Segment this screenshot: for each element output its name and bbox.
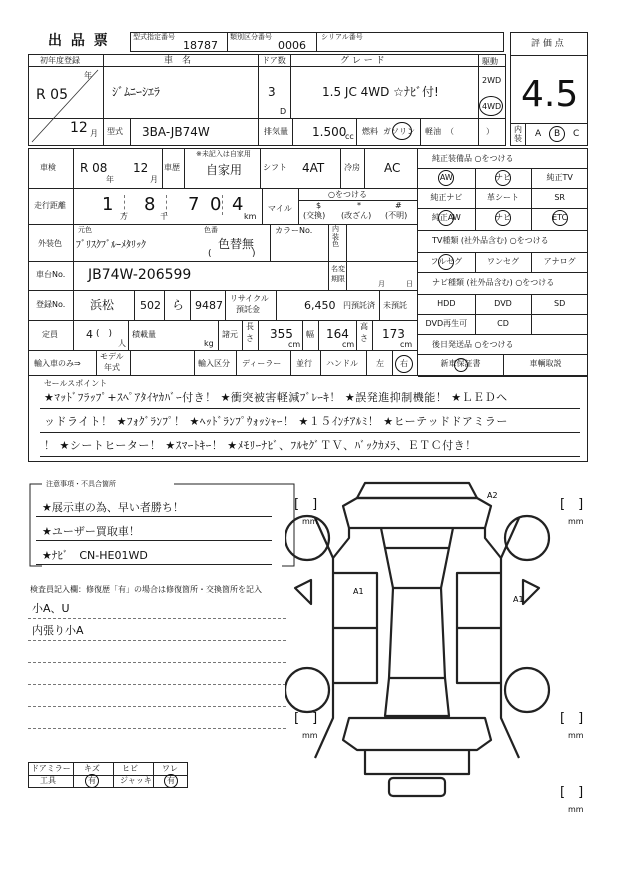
equipment-col-line xyxy=(475,188,476,208)
damage-label-a1-right: A1 xyxy=(513,595,524,604)
score-box xyxy=(510,32,588,146)
equipment-item: 車輌取説 xyxy=(529,359,562,368)
doors-label: ドア数 xyxy=(262,56,286,65)
color-no-label: カラーNo. xyxy=(275,226,313,235)
fuel-gasoline: ガソリン xyxy=(383,127,415,136)
form-title: 出 品 票 xyxy=(48,33,110,49)
load-unit: kg xyxy=(204,339,214,348)
tire-depth-bracket: [ ] xyxy=(560,711,584,726)
equipment-col-line xyxy=(531,252,532,272)
diagram-windshield xyxy=(381,528,453,548)
diagram-spare-tire xyxy=(389,778,445,796)
diagram-wheel-rear-left xyxy=(285,668,329,712)
first-reg-label: 初年度登録 xyxy=(40,56,80,65)
note-line: ★ユーザー買取車！ xyxy=(42,525,140,538)
legend-jack: ジャッキ xyxy=(120,776,152,785)
equipment-item: AW xyxy=(439,173,453,182)
mileage-man-unit: 万 xyxy=(120,212,128,221)
diagram-mirror-left xyxy=(295,580,311,604)
note-underline xyxy=(36,564,272,565)
chassis-label: 車台No. xyxy=(36,270,66,279)
handle-right: 右 xyxy=(400,359,408,368)
recycle-label-1: リサイクル xyxy=(230,294,269,303)
inspection-label: 車検 xyxy=(40,163,56,172)
inspection-era: R 08 xyxy=(80,161,108,175)
legend-jack-status: 有 xyxy=(167,776,175,785)
grade-value: 1.5 JC 4WD ☆ﾅﾋﾞ付! xyxy=(322,85,439,99)
legend-doormirror: ドアミラー xyxy=(31,764,71,773)
repaint-status: 色替無 xyxy=(218,237,255,251)
later-item-circle xyxy=(454,358,468,372)
equipment-item: 純正ナビ xyxy=(430,193,463,202)
sales-point-line: ★ﾏｯﾄﾞﾌﾗｯﾌﾟ+ｽﾍﾟｱﾀｲﾔｶﾊﾞｰ付き！ ★衝突被害軽減ﾌﾞﾚｰｷ！ ★誤発進抑制機能！ ★ＬＥＤヘ xyxy=(44,391,508,404)
equipment-row-line xyxy=(418,272,588,273)
sales-underline xyxy=(40,432,580,433)
equipment-col-line xyxy=(531,314,532,334)
class-cell xyxy=(227,32,317,52)
fuel-other: （ ） xyxy=(446,127,494,136)
tire-depth-unit: mm xyxy=(568,805,584,814)
equipment-row-line xyxy=(418,168,588,169)
mileage-mile: マイル xyxy=(268,204,292,213)
equipment-row-line xyxy=(418,188,588,189)
grade-label: グ レ ー ド xyxy=(340,56,385,66)
equipment-item: CD xyxy=(497,319,509,328)
diagram-roof xyxy=(385,548,449,588)
aircon-label: 冷房 xyxy=(344,163,360,172)
car-name: ｼﾞﾑﾆｰｼｴﾗ xyxy=(112,85,161,99)
tire-depth-bracket: [ ] xyxy=(560,785,584,800)
diagram-roof-front xyxy=(357,483,477,498)
inspector-underline xyxy=(28,728,286,729)
class-value: 0006 xyxy=(278,39,306,52)
mileage-digit: 4 xyxy=(232,194,244,215)
drive-2wd: 2WD xyxy=(482,76,502,85)
inspector-underline xyxy=(28,684,286,685)
equipment-item: 純正AW xyxy=(431,213,461,222)
fuel-diesel: 軽油 xyxy=(425,127,441,136)
mileage-digit: 7 xyxy=(188,194,200,215)
first-reg-month: 12 xyxy=(70,120,88,136)
equipment-row-line xyxy=(418,314,588,315)
sales-underline xyxy=(40,456,580,457)
model-cert-label: 型式指定番号 xyxy=(133,33,175,41)
chassis-value: JB74W-206599 xyxy=(88,267,192,283)
equipment-col-line xyxy=(475,208,476,230)
import-class-label: 輸入区分 xyxy=(198,359,230,368)
legend-jack-circle xyxy=(164,774,178,788)
unknown-symbol: # xyxy=(395,201,402,210)
equipment-col-line xyxy=(531,188,532,208)
equipment-item: ETC xyxy=(552,213,568,222)
length-label-2: さ xyxy=(246,334,254,343)
original-color: ﾌﾞﾘｽｸﾌﾞﾙｰﾒﾀﾘｯｸ xyxy=(76,240,146,251)
capacity-value: 4 xyxy=(86,328,93,341)
equipment-item-circle xyxy=(495,210,511,226)
note-underline xyxy=(36,540,272,541)
handle-label: ハンドル xyxy=(326,359,358,368)
equipment-row-line xyxy=(418,334,588,335)
height-value: 173 xyxy=(382,327,405,341)
note-line: ★ﾅﾋﾞ CN-HE01WD xyxy=(42,549,148,562)
equipment-col-line xyxy=(475,314,476,334)
drive-label: 駆動 xyxy=(482,57,498,66)
model-cert-value: 18787 xyxy=(183,39,218,52)
equipment-col-line xyxy=(531,294,532,314)
equipment-item: 革シート xyxy=(487,193,519,202)
interior-grade-b: B xyxy=(554,129,561,139)
legend-tools-circle xyxy=(85,774,99,788)
serial-label: シリアル番号 xyxy=(321,33,363,41)
plate-region: 浜松 xyxy=(90,298,115,312)
model-label: 型式 xyxy=(107,127,123,136)
shift-label: シフト xyxy=(263,163,287,172)
color-label: 外装色 xyxy=(38,239,62,248)
exchange-label: (交換) xyxy=(303,211,326,220)
tire-depth-unit: mm xyxy=(568,517,584,526)
score-label: 評 価 点 xyxy=(531,39,564,49)
unknown-label: (不明) xyxy=(385,211,408,220)
diagram-right-doors xyxy=(457,573,501,683)
equipment-col-line xyxy=(475,252,476,272)
mileage-digit: 8 xyxy=(144,194,156,215)
first-reg-month-unit: 月 xyxy=(90,129,98,138)
diagram-wheel-front-right xyxy=(505,516,549,560)
equipment-col-line xyxy=(531,208,532,230)
paren-close: ) xyxy=(252,249,256,259)
equipment-item: 純正TV xyxy=(546,173,573,182)
equipment-tv-header: TV種類 (社外品含む) ○をつける xyxy=(432,236,549,245)
equipment-item: フルセグ xyxy=(430,257,463,266)
equipment-item: HDD xyxy=(437,299,456,308)
legend-scratch: キズ xyxy=(84,764,100,773)
legend-tools-status: 有 xyxy=(88,776,96,785)
mileage-circle-note: ○をつける xyxy=(328,190,367,199)
length-value: 355 xyxy=(270,327,293,341)
equipment-item: SR xyxy=(554,193,565,202)
diagram-tailgate xyxy=(343,718,491,750)
inspector-underline xyxy=(28,640,286,641)
aircon-value: AC xyxy=(384,161,401,175)
notes-label: 注意事項・不具合箇所 xyxy=(46,480,116,488)
tire-depth-unit: mm xyxy=(568,731,584,740)
exchange-symbol: $ xyxy=(316,201,322,210)
plate-class-no: 502 xyxy=(140,299,161,312)
handle-left: 左 xyxy=(376,359,384,368)
change-month-unit: 月 xyxy=(378,280,385,288)
damage-label-a2: A2 xyxy=(487,491,498,500)
equipment-col-line xyxy=(503,354,504,376)
model-value: 3BA-JB74W xyxy=(142,125,210,139)
tire-depth-bracket: [ ] xyxy=(560,497,584,512)
mileage-digit: 0 xyxy=(210,194,222,215)
equipment-item: 新車保証書 xyxy=(440,359,481,368)
inspector-label: 検査員記入欄：修復歴「有」の場合は修復箇所・交換箇所を記入 xyxy=(30,585,262,594)
diagram-hood xyxy=(343,498,491,528)
inspection-year-unit: 年 xyxy=(106,175,114,184)
displacement-label: 排気量 xyxy=(264,127,288,136)
interior-grade-a: A xyxy=(535,129,542,139)
capacity-label: 定員 xyxy=(42,330,58,339)
equipment-col-line xyxy=(475,168,476,188)
original-color-label: 元色 xyxy=(78,226,92,234)
equipment-item-circle xyxy=(495,170,511,186)
width-value: 164 xyxy=(326,327,349,341)
sales-point-line: ッドライト！ ★ﾌｫｸﾞﾗﾝﾌﾟ！ ★ﾍｯﾄﾞﾗﾝﾌﾟｳｫｯｼｬｰ！ ★１５ｲﾝﾁｱﾙﾐ！ ★ヒーテッドドアミラー xyxy=(44,415,508,428)
length-cm: cm xyxy=(288,340,301,349)
legend-break: ワレ xyxy=(162,764,178,773)
interior-grade-c: C xyxy=(573,129,580,139)
score-value: 4.5 xyxy=(521,74,579,115)
inspector-line: 小A、U xyxy=(32,602,70,615)
capacity-paren: ( ) xyxy=(96,329,113,339)
plate-label: 登録No. xyxy=(36,300,66,309)
note-line: ★展示車の為、早い者勝ち！ xyxy=(42,501,184,514)
load-label: 積載量 xyxy=(132,330,156,339)
diagram-cabin xyxy=(389,588,445,678)
legend-crack: ヒビ xyxy=(122,764,138,773)
modified-symbol: * xyxy=(357,201,361,210)
mileage-digit: 1 xyxy=(102,194,114,215)
equipment-item: DVD再生可 xyxy=(425,319,468,328)
interior-color-label: 内装色 xyxy=(332,225,339,249)
shift-value: 4AT xyxy=(302,161,325,175)
history-value: 自家用 xyxy=(206,163,243,177)
equipment-col-line xyxy=(475,294,476,314)
import-only-label: 輸入車のみ⇒ xyxy=(34,359,81,368)
equipment-row-line xyxy=(418,252,588,253)
sales-point-line: ！ ★シートヒーター！ ★ｽﾏｰﾄｷｰ！ ★ﾒﾓﾘｰﾅﾋﾞ、ﾌﾙｾｸﾞＴＶ、ﾊﾞｯｸｶﾒﾗ、ＥＴＣ付き！ xyxy=(44,439,477,452)
change-label-1: 名変 xyxy=(331,265,345,273)
width-cm: cm xyxy=(342,340,355,349)
color-number-label: 色番 xyxy=(204,226,218,234)
model-year-label-1: モデル xyxy=(100,352,124,361)
car-damage-diagram xyxy=(285,478,605,808)
class-label: 類別区分番号 xyxy=(230,33,272,41)
inspector-underline xyxy=(28,618,286,619)
length-label-1: 長 xyxy=(246,322,254,331)
equipment-item: DVD xyxy=(494,299,512,308)
width-label: 幅 xyxy=(306,330,314,339)
change-day-unit: 日 xyxy=(406,280,413,288)
history-label: 車歴 xyxy=(164,163,180,172)
legend-tools: 工具 xyxy=(40,776,56,785)
dims-label: 諸元 xyxy=(222,330,238,339)
equipment-item: SD xyxy=(554,299,566,308)
mileage-label: 走行距離 xyxy=(34,201,66,210)
drive-4wd: 4WD xyxy=(482,102,502,111)
height-cm: cm xyxy=(400,340,413,349)
fuel-gasoline-circle xyxy=(392,122,412,140)
plate-number: 9487 xyxy=(195,299,223,312)
recycle-unpaid: 未預託 xyxy=(383,301,407,310)
diagram-mirror-right xyxy=(523,580,539,604)
note-underline xyxy=(36,516,272,517)
first-reg-year-unit: 年 xyxy=(84,71,92,80)
diagram-rear-glass xyxy=(385,678,449,716)
change-label-2: 期限 xyxy=(331,275,345,283)
model-year-label-2: 年式 xyxy=(104,363,120,372)
equipment-navi-header: ナビ種類 (社外品含む) ○をつける xyxy=(432,278,555,287)
first-reg-era: R 05 xyxy=(36,87,68,103)
damage-label-a1-left: A1 xyxy=(353,587,364,596)
equipment-item-circle xyxy=(552,210,568,226)
equipment-item: アナログ xyxy=(543,257,576,266)
diagram-right-side xyxy=(501,518,519,758)
diagram-left-side xyxy=(315,518,333,758)
displacement-unit: cc xyxy=(345,132,354,141)
mileage-digit-separator xyxy=(222,195,223,215)
parallel-label: 並行 xyxy=(296,359,312,368)
recycle-label-2: 預託金 xyxy=(236,305,260,314)
plate-kana: ら xyxy=(172,298,185,312)
interior-label-bottom: 装 xyxy=(514,134,522,143)
tire-depth-bracket: [ ] xyxy=(294,497,318,512)
serial-cell xyxy=(316,32,504,52)
tire-depth-bracket: [ ] xyxy=(294,711,318,726)
inspector-underline xyxy=(28,662,286,663)
equipment-row-line xyxy=(418,294,588,295)
displacement-value: 1.500 xyxy=(312,125,347,139)
capacity-unit: 人 xyxy=(118,339,126,348)
diagram-wheel-rear-right xyxy=(505,668,549,712)
car-name-label: 車 名 xyxy=(164,56,192,66)
diagram-fenders-front xyxy=(333,528,501,558)
tire-depth-unit: mm xyxy=(302,731,318,740)
height-label-1: 高 xyxy=(360,322,368,331)
dealer-label: ディーラー xyxy=(242,359,282,368)
inspector-line: 内張り小A xyxy=(32,624,84,637)
sales-underline xyxy=(40,408,580,409)
equipment-genuine-header: 純正装備品 ○をつける xyxy=(432,154,514,163)
sales-label: セールスポイント xyxy=(44,379,108,388)
paren-open: ( xyxy=(208,249,212,259)
drive-4wd-circle xyxy=(479,96,503,116)
equipment-col-line xyxy=(531,168,532,188)
fuel-label: 燃料 xyxy=(362,127,378,136)
diagram-rear-bumper xyxy=(365,750,469,774)
interior-selected-circle xyxy=(549,126,565,142)
recycle-amount: 6,450 xyxy=(304,299,336,312)
equipment-item: ナビ xyxy=(495,213,511,222)
doors-value: 3 xyxy=(268,85,276,99)
inspection-month: 12 xyxy=(133,161,149,175)
modified-label: (改ざん) xyxy=(341,211,372,220)
inspector-underline xyxy=(28,706,286,707)
equipment-item: ワンセグ xyxy=(487,257,519,266)
interior-label-top: 内 xyxy=(514,125,522,134)
height-label-2: さ xyxy=(360,334,368,343)
equipment-row-line xyxy=(418,230,588,231)
mileage-sen-unit: 千 xyxy=(160,212,168,221)
equipment-later-header: 後日発送品 ○をつける xyxy=(432,340,514,349)
inspection-month-unit: 月 xyxy=(150,175,158,184)
handle-right-circle xyxy=(395,355,413,373)
mileage-km-unit: km xyxy=(244,212,257,221)
tire-depth-unit: mm xyxy=(302,517,318,526)
history-note: ※未記入は自家用 xyxy=(196,150,251,158)
equipment-item: ナビ xyxy=(495,173,511,182)
recycle-unit: 円預託済 xyxy=(343,301,375,310)
equipment-row-line xyxy=(418,208,588,209)
model-cert-cell xyxy=(130,32,228,52)
doors-suffix: D xyxy=(280,107,287,116)
